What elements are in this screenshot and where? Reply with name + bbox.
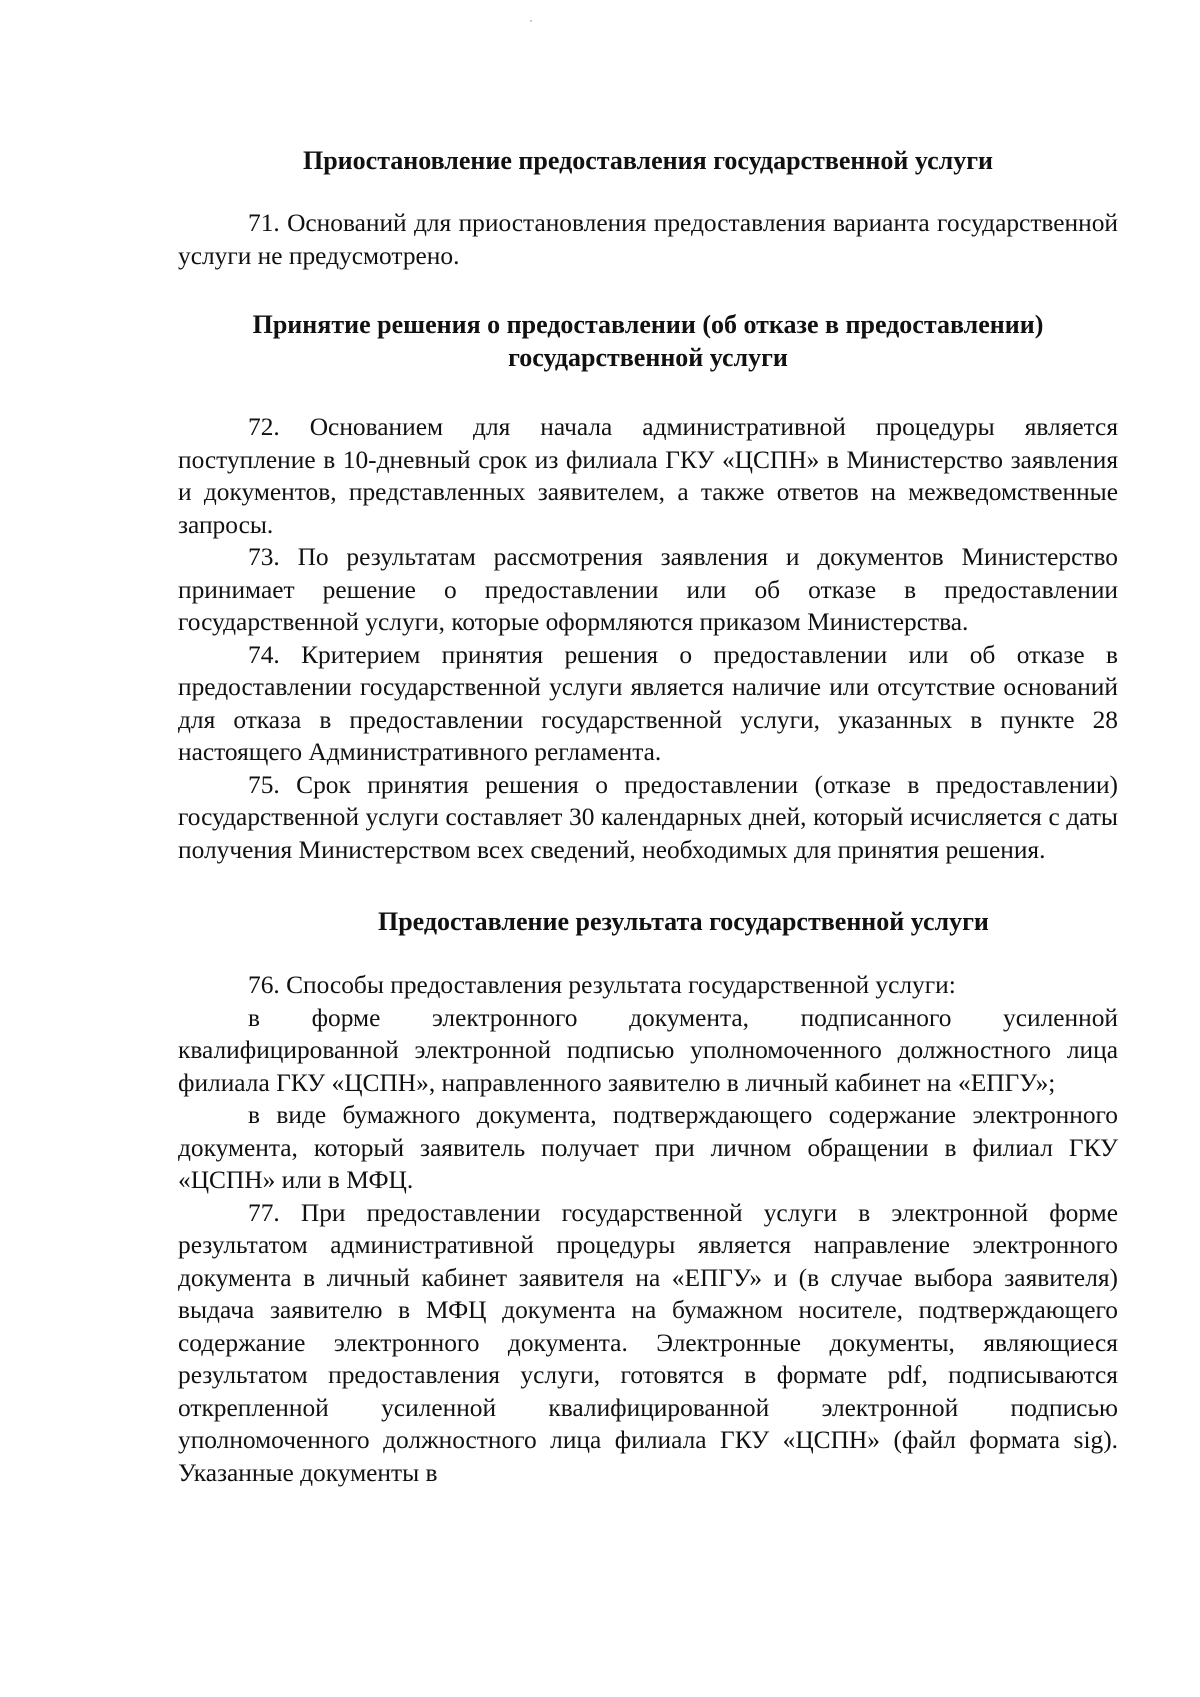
scan-speck xyxy=(530,20,532,22)
paragraph-73: 73. По результатам рассмотрения заявления и документов Министерство принимает решение о предоставлении или об отказе в предоставлении государственной услуги, которые оформляются приказом Министерства. xyxy=(178,543,1118,636)
paragraph-76-electronic: в форме электронного документа, подписанного усиленной квалифицированной электронной подписью уполномоченного должностного лица филиала ГКУ «ЦСПН», направленного заявителю в личный кабинет на «ЕПГУ»; xyxy=(178,1003,1118,1097)
paragraph-77: 77. При предоставлении государственной услуги в электронной форме результатом административной процедуры является направление электронного документа в личный кабинет заявителя на «ЕПГУ» и (в случае выбора заявителя) выдача заявителю в МФЦ документа на бумажном носителе, подтверждающего содержание электронного документа. Электронные документы, являющиеся результатом предоставления услуги, готовятся в формате pdf, подписываются открепленной усиленной квалифицированной электронной подписью уполномоченного должностного лица филиала ГКУ «ЦСПН» (файл формата sig). Указанные документы в xyxy=(178,1198,1118,1487)
paragraph-75: 75. Срок принятия решения о предоставлении (отказе в предоставлении) государственной услуги составляет 30 календарных дней, который исчисляется с даты получения Министерством всех сведений, необходимых для принятия решения. xyxy=(178,770,1118,864)
document-body xyxy=(178,144,1118,1489)
heading-decision: Принятие решения о предоставлении (об отказе в предоставлении) государственной услуги xyxy=(252,310,1044,372)
paragraph-74: 74. Критерием принятия решения о предоставлении или об отказе в предоставлении государственной услуги является наличие или отсутствие оснований для отказа в предоставлении государственной услуги, указанных в пункте 28 настоящего Административного регламента. xyxy=(178,640,1118,766)
paragraph-72: 72. Основанием для начала административной процедуры является поступление в 10-дневный срок из филиала ГКУ «ЦСПН» в Министерство заявления и документов, представленных заявителем, а также ответов на межведомственные запросы. xyxy=(178,413,1118,539)
paragraph-76-paper: в виде бумажного документа, подтверждающего содержание электронного документа, который заявитель получает при личном обращении в филиал ГКУ «ЦСПН» или в МФЦ. xyxy=(178,1101,1118,1194)
paragraph-76: 76. Способы предоставления результата государственной услуги: xyxy=(248,971,956,999)
paragraph-71: 71. Оснований для приостановления предоставления варианта государственной услуги не предусмотрено. xyxy=(178,209,1118,270)
heading-suspension: Приостановление предоставления государственной услуги xyxy=(302,146,993,175)
heading-result: Предоставление результата государственной услуги xyxy=(378,907,989,936)
